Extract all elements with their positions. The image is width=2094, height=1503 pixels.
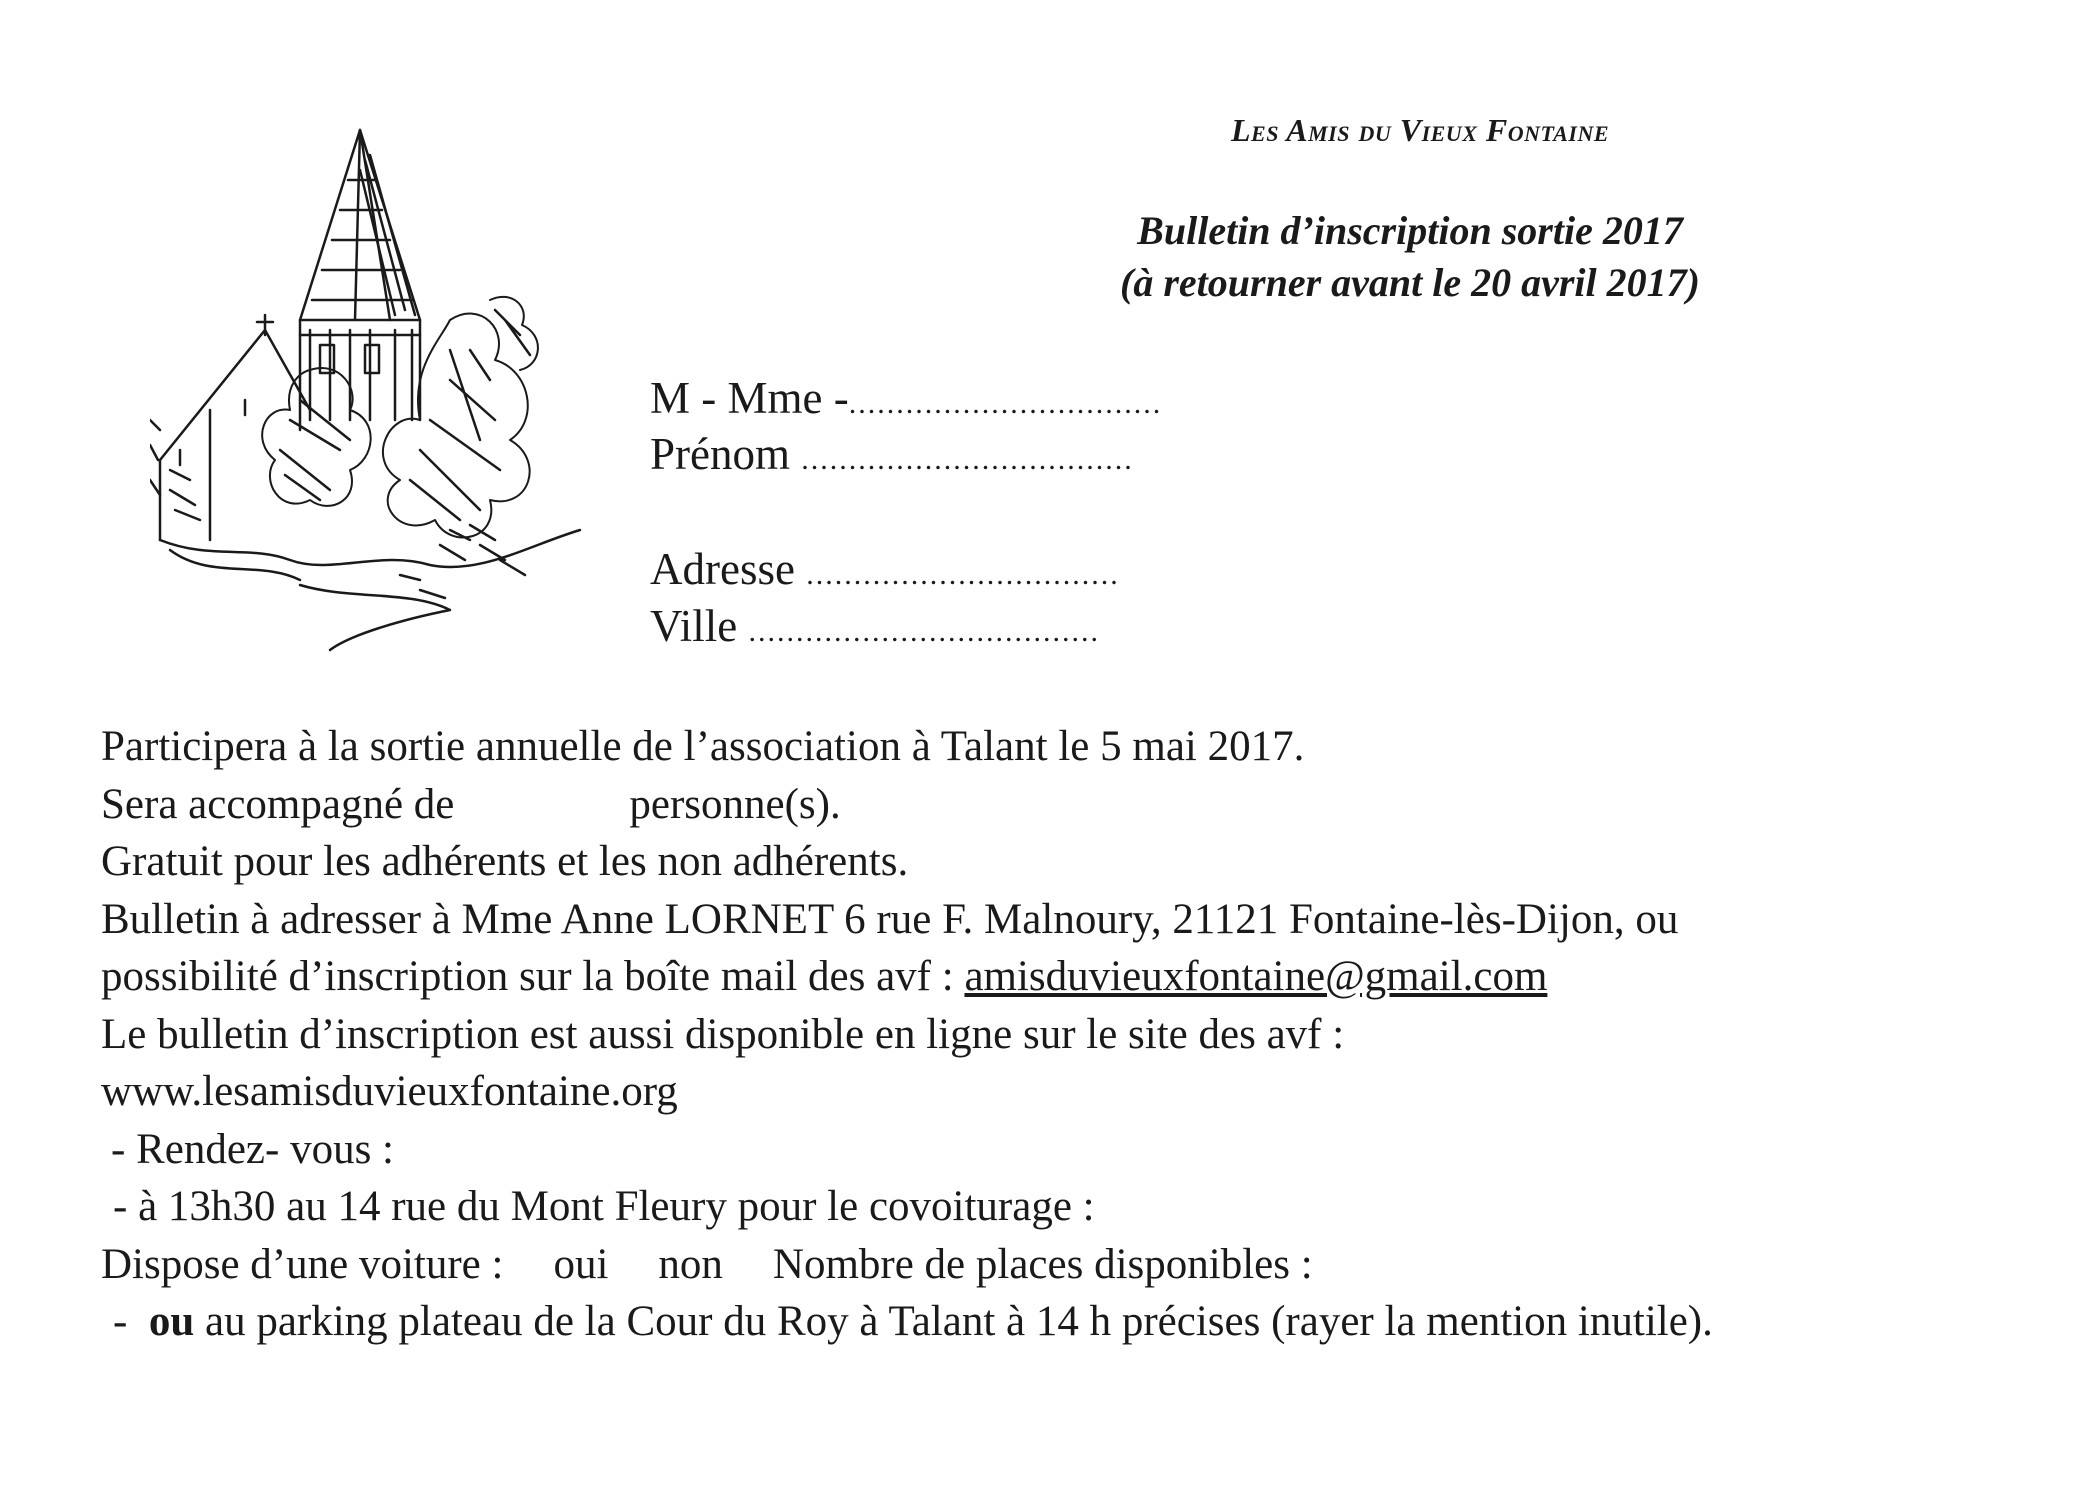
form-title-line-1: Bulletin d’inscription sortie 2017 [1137, 208, 1683, 253]
body-line-email [101, 948, 2061, 1006]
field-name-label: M - Mme - [650, 373, 849, 423]
field-name-dots: ................................. [848, 387, 1163, 420]
seats-label: Nombre de places disponibles : [772, 1240, 1313, 1288]
body-line-address: Bulletin à adresser à Mme Anne LORNET 6 rue F. Malnoury, 21121 Fontaine-lès-Dijon, ou [101, 895, 1679, 943]
organization-name: Les Amis du Vieux Fontaine [1230, 112, 1610, 148]
persons-label: personne(s). [629, 780, 841, 828]
parking-text: au parking plateau de la Cour du Roy à Talant à 14 h précises (rayer la mention inutile). [205, 1298, 1713, 1345]
website-link[interactable]: www.lesamisduvieuxfontaine.org [101, 1068, 678, 1115]
church-sketch-icon [150, 120, 600, 660]
field-address-label: Adresse [650, 544, 795, 594]
body-line-free: Gratuit pour les adhérents et les non adhérents. [101, 838, 909, 885]
field-city[interactable] [650, 600, 1100, 652]
body-text [101, 718, 2061, 1351]
accompanied-label: Sera accompagné de [101, 780, 455, 828]
email-link[interactable]: amisduvieuxfontaine@gmail.com [964, 953, 1548, 1000]
email-intro: possibilité d’inscription sur la boîte mail des avf : [101, 953, 954, 1000]
field-city-dots: ..................................... [748, 615, 1101, 648]
field-firstname[interactable] [650, 428, 1134, 480]
parking-dash: - [113, 1298, 128, 1345]
field-name[interactable] [650, 372, 1162, 424]
field-address-dots: ................................. [806, 558, 1120, 591]
body-line-car [101, 1236, 2061, 1294]
field-address[interactable] [650, 543, 1120, 595]
body-line-online: Le bulletin d’inscription est aussi disponible en ligne sur le site des avf : [101, 1010, 1345, 1058]
field-city-label: Ville [650, 601, 738, 651]
body-line-accompanied [101, 776, 2061, 834]
option-no[interactable]: non [658, 1240, 723, 1288]
option-yes[interactable]: oui [553, 1240, 609, 1288]
body-line-participation: Participera à la sortie annuelle de l’association à Talant le 5 mai 2017. [101, 723, 1305, 770]
body-line-carpool: - à 13h30 au 14 rue du Mont Fleury pour le covoiturage : [113, 1183, 1095, 1230]
field-firstname-label: Prénom [650, 429, 790, 479]
car-label: Dispose d’une voiture : [101, 1240, 504, 1288]
form-title-line-2: (à retourner avant le 20 avril 2017) [1120, 260, 1700, 305]
form-title [980, 205, 1840, 309]
field-firstname-dots: ................................... [801, 443, 1134, 476]
body-line-rendezvous: - Rendez- vous : [111, 1125, 395, 1173]
body-line-parking [101, 1293, 2061, 1351]
parking-or: ou [148, 1298, 195, 1345]
